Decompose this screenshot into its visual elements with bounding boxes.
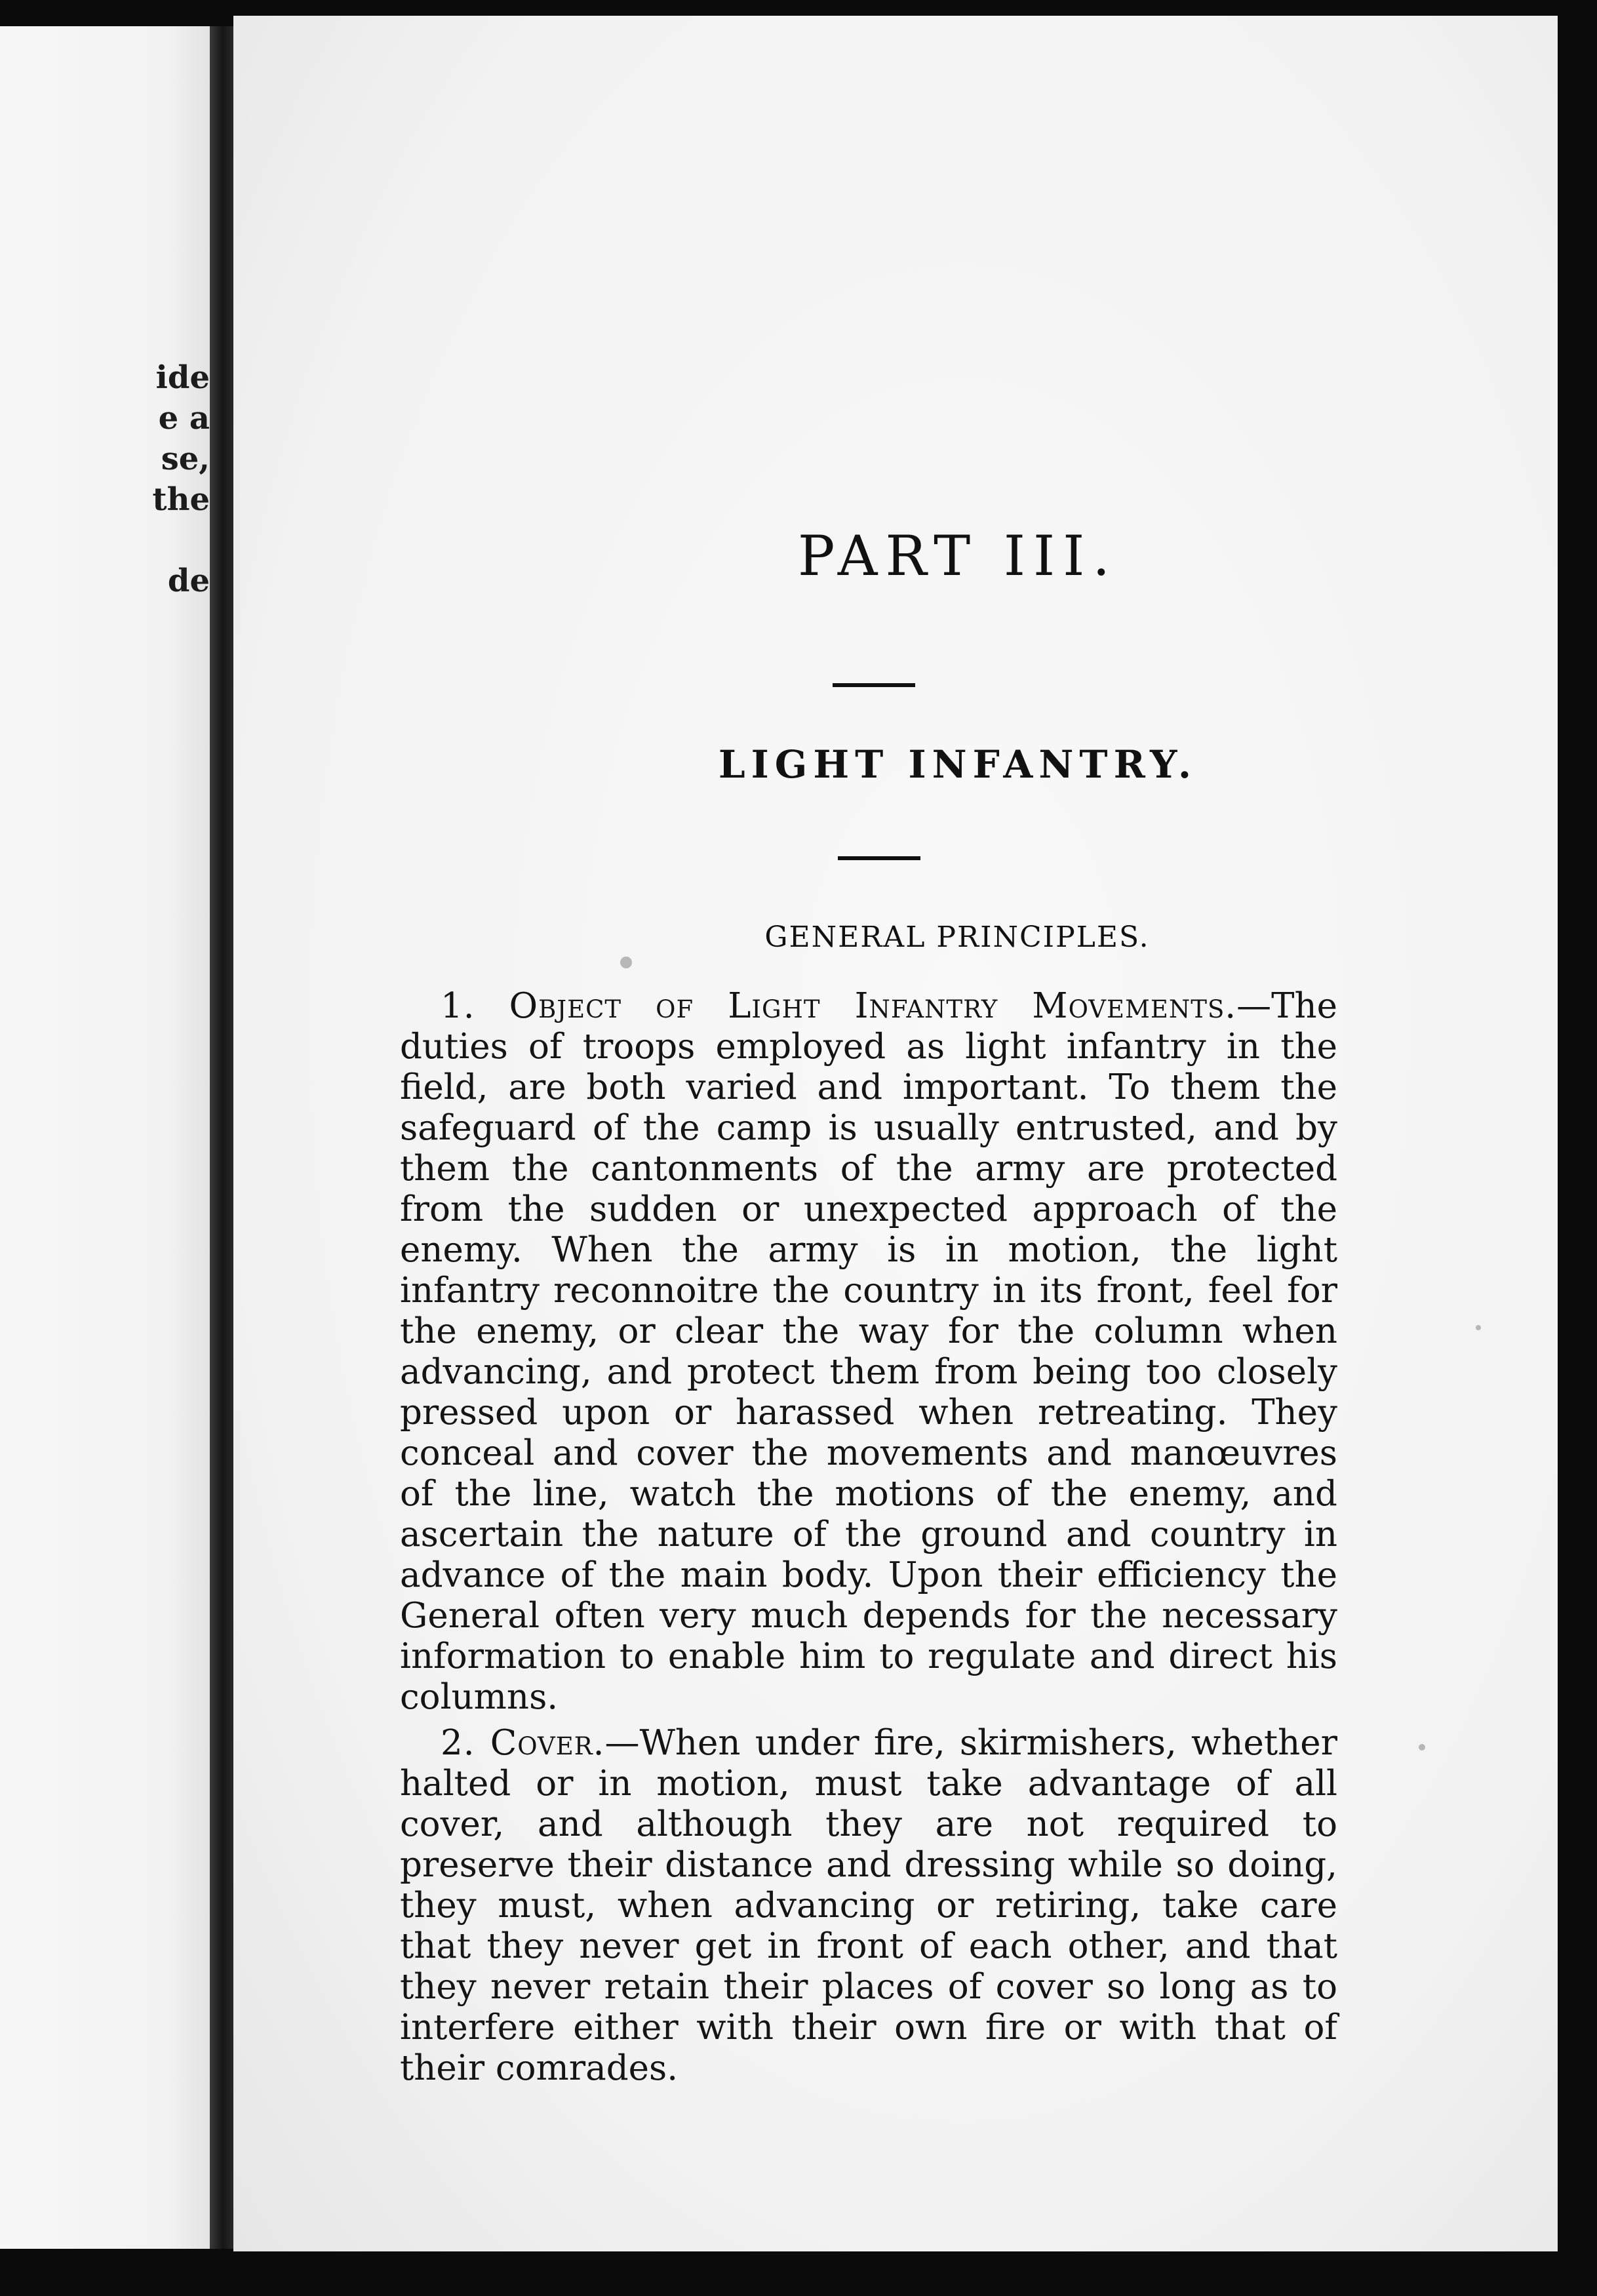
paragraph-heading: 2. Cover.: [441, 1723, 605, 1763]
left-fragment-line: the: [152, 481, 210, 518]
page-content: [233, 16, 1558, 2251]
paper-speck: [1476, 1325, 1481, 1330]
paragraph: [400, 1723, 1337, 2089]
paragraph-text: —When under fire, skirmishers, whether halted or in motion, must take advantage of all cover, and although they are not required to preserve their distance and dressing while so doing, they must, when advancing or retiring, take care that they never get in front of each other, and that they never retain their places of cover so long as to interfere either with their own fire or with that of their comrades.: [400, 1723, 1337, 2088]
body-text: [400, 986, 1337, 2094]
left-page-text-fragments: [0, 357, 210, 601]
right-page: [233, 16, 1558, 2251]
subheading: GENERAL PRINCIPLES.: [764, 920, 1150, 954]
paragraph-heading: 1. Object of Light Infantry Movements.: [441, 986, 1237, 1026]
part-title: PART III.: [797, 524, 1118, 588]
divider-rule: [833, 683, 915, 687]
left-fragment-line: ide: [155, 359, 210, 396]
book-gutter: [210, 26, 236, 2249]
paragraph-text: —The duties of troops employed as light infantry in the field, are both varied and important. To them the safeguard of the camp is usually entrusted, and by them the cantonments of the army are protected from the sudden or unexpected approach of the enemy. When the army is in motion, the light infantry reconnoitre the country in its front, feel for the enemy, or clear the way for the column when advancing, and protect them from being too closely pressed upon or harassed when retreating. They conceal and cover the movements and manœuvres of the line, watch the motions of the enemy, and ascertain the nature of the ground and country in advance of the main body. Upon their efficiency the General often very much depends for the necessary information to enable him to regulate and direct his columns.: [400, 986, 1337, 1717]
left-fragment-gap: [0, 520, 210, 561]
section-title: LIGHT INFANTRY.: [718, 742, 1198, 787]
divider-rule: [838, 856, 920, 860]
paragraph: [400, 986, 1337, 1718]
left-facing-page: [0, 26, 210, 2249]
paper-speck: [620, 957, 632, 968]
left-fragment-line: se,: [161, 441, 210, 477]
left-fragment-line: e a: [158, 400, 210, 437]
left-fragment-line: de: [167, 563, 210, 599]
paper-speck: [1419, 1744, 1425, 1751]
